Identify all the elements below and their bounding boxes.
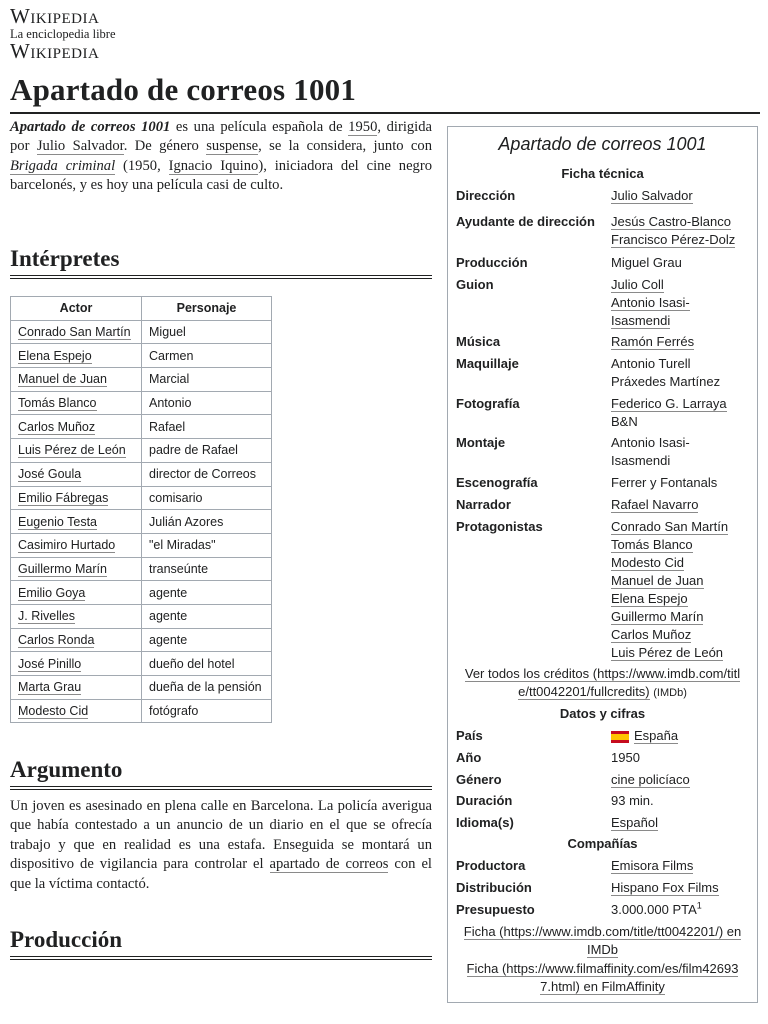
infobox <box>447 126 758 1003</box>
cast-row <box>11 533 272 557</box>
cast-row <box>11 581 272 605</box>
cast-character-cell: director de Correos <box>142 462 272 486</box>
protagonista-item <box>611 590 749 608</box>
value-guion-2a[interactable]: Antonio Isasi- <box>611 295 690 310</box>
protagonista-item <box>611 608 749 626</box>
infobox-section-ficha: Ficha técnica <box>561 166 644 181</box>
cast-actor-cell <box>11 676 142 700</box>
protagonista-link[interactable]: Luis Pérez de León <box>611 645 724 660</box>
heading-argumento: Argumento <box>10 757 123 782</box>
cast-row <box>11 320 272 344</box>
cast-actor-cell <box>11 391 142 415</box>
value-guion-1[interactable]: Julio Coll <box>611 277 664 292</box>
value-ayudante-2[interactable]: Francisco Pérez-Dolz <box>611 232 736 247</box>
cast-character-cell: "el Miradas" <box>142 533 272 557</box>
protagonista-link[interactable]: Tomás Blanco <box>611 537 693 552</box>
cast-row <box>11 368 272 392</box>
protagonista-item <box>611 518 749 536</box>
value-idioma[interactable]: Español <box>611 815 658 830</box>
cast-row <box>11 391 272 415</box>
cast-actor-link[interactable]: Marta Grau <box>18 680 82 695</box>
value-presupuesto: 3.000.000 PTA <box>611 902 697 917</box>
link-year[interactable]: 1950 <box>348 119 378 135</box>
link-ficha-fa-1[interactable]: Ficha (https://www.filmaffinity.com/es/film42693 <box>466 961 739 976</box>
heading-interpretes: Intérpretes <box>10 246 120 271</box>
label-genero: Género <box>456 772 502 787</box>
label-duracion: Duración <box>456 793 513 808</box>
label-anio: Año <box>456 750 482 765</box>
link-director[interactable]: Julio Salvador <box>36 138 124 155</box>
cast-character-cell: Rafael <box>142 415 272 439</box>
cast-actor-link[interactable]: Elena Espejo <box>18 348 92 363</box>
infobox-ficha-filmaffinity <box>454 960 751 996</box>
cast-row <box>11 510 272 534</box>
cast-row <box>11 604 272 628</box>
link-creditos-2[interactable]: e/tt0042201/fullcredits) <box>518 684 650 699</box>
label-fotografia: Fotografía <box>456 396 520 411</box>
cast-character-cell: agente <box>142 581 272 605</box>
cast-actor-cell <box>11 510 142 534</box>
protagonista-link[interactable]: Elena Espejo <box>611 591 688 606</box>
cast-character-cell: Miguel <box>142 320 272 344</box>
cast-actor-cell <box>11 557 142 581</box>
label-direccion: Dirección <box>456 188 516 203</box>
intro-text-5: (1950, <box>115 157 169 174</box>
cast-actor-link[interactable]: Carlos Muñoz <box>18 419 96 434</box>
protagonista-link[interactable]: Conrado San Martín <box>611 519 729 534</box>
cast-row <box>11 557 272 581</box>
cast-actor-cell <box>11 628 142 652</box>
cast-actor-link[interactable]: Emilio Fábregas <box>18 490 109 505</box>
cast-character-cell: fotógrafo <box>142 699 272 723</box>
plot-text-1: Un joven es asesinado en plena calle en Barcelona. La policía averigua que había contestado a un anuncio de un diario en el que se ofrecía trabajo y que en realidad es una estafa. Enseguida se montará un dispositivo de vigilancia para controlar el <box>10 798 432 873</box>
cast-actor-link[interactable]: Conrado San Martín <box>18 325 131 340</box>
cast-character-cell: Carmen <box>142 344 272 368</box>
cast-actor-cell <box>11 415 142 439</box>
cast-header-row <box>11 297 272 321</box>
cast-character-cell: padre de Rafael <box>142 439 272 463</box>
cast-character-cell: Marcial <box>142 368 272 392</box>
cast-actor-link[interactable]: Emilio Goya <box>18 585 86 600</box>
intro-film-title: Apartado de correos 1001 <box>10 119 171 135</box>
cast-actor-cell <box>11 533 142 557</box>
cast-character-cell: dueño del hotel <box>142 652 272 676</box>
cast-row <box>11 439 272 463</box>
protagonista-item <box>611 536 749 554</box>
cast-character-cell: Antonio <box>142 391 272 415</box>
protagonista-link[interactable]: Manuel de Juan <box>611 573 704 588</box>
protagonista-item <box>611 554 749 572</box>
intro-text-4: , se la considera, junto con <box>258 138 432 155</box>
infobox-section-datos: Datos y cifras <box>559 706 646 721</box>
heading-produccion-rule <box>10 956 432 960</box>
cast-character-cell: transeúnte <box>142 557 272 581</box>
cast-body <box>11 320 272 723</box>
cast-actor-link[interactable]: Manuel de Juan <box>18 372 107 387</box>
cast-table <box>10 296 272 723</box>
link-genre[interactable]: suspense <box>206 138 259 155</box>
cast-actor-cell <box>11 462 142 486</box>
other-film-title: Brigada criminal <box>10 157 116 174</box>
cast-row <box>11 344 272 368</box>
value-genero[interactable]: cine policíaco <box>611 772 690 787</box>
heading-produccion: Producción <box>10 927 123 952</box>
logo-wordmark-2: Wikipedia <box>10 38 100 63</box>
label-distribucion: Distribución <box>456 880 532 895</box>
label-escenografia: Escenografía <box>456 475 538 490</box>
cast-character-cell: agente <box>142 604 272 628</box>
cast-actor-link[interactable]: Eugenio Testa <box>18 514 97 529</box>
link-filmaffinity[interactable]: FilmAffinity <box>601 979 665 994</box>
cast-character-cell: comisario <box>142 486 272 510</box>
cast-row <box>11 415 272 439</box>
cast-actor-cell <box>11 652 142 676</box>
infobox-ficha-imdb <box>454 923 751 959</box>
cast-actor-link[interactable]: Luis Pérez de León <box>18 443 126 458</box>
cast-actor-link[interactable]: Modesto Cid <box>18 704 89 719</box>
value-anio: 1950 <box>611 750 640 765</box>
label-produccion: Producción <box>456 255 528 270</box>
protagonista-item <box>611 572 749 590</box>
label-presupuesto: Presupuesto <box>456 902 535 917</box>
label-musica: Música <box>456 334 501 349</box>
value-fotografia-2: B&N <box>611 414 638 429</box>
label-pais: País <box>456 728 483 743</box>
cast-actor-cell <box>11 604 142 628</box>
protagonista-item <box>611 626 749 644</box>
cast-actor-link[interactable]: Tomás Blanco <box>18 396 97 411</box>
cast-actor-link[interactable]: Casimiro Hurtado <box>18 538 116 553</box>
spain-flag-icon <box>611 731 629 743</box>
plot-text-2: con el que la víctima contactó. <box>10 856 432 892</box>
value-maquillaje-2: Práxedes Martínez <box>611 374 721 389</box>
link-creditos-1[interactable]: Ver todos los créditos (https://www.imdb.com/titl <box>464 666 741 681</box>
cast-row <box>11 699 272 723</box>
infobox-title: Apartado de correos 1001 <box>498 134 707 154</box>
infobox-section-companias: Compañías <box>567 836 638 851</box>
value-musica[interactable]: Ramón Ferrés <box>611 334 695 349</box>
value-fotografia-1[interactable]: Federico G. Larraya <box>611 396 727 411</box>
value-pais[interactable]: España <box>634 728 679 743</box>
cast-header-personaje: Personaje <box>142 297 272 321</box>
cast-actor-link[interactable]: Guillermo Marín <box>18 561 107 576</box>
label-protagonistas: Protagonistas <box>456 519 543 534</box>
link-ficha-fa-2[interactable]: 7.html) en <box>540 979 602 994</box>
cast-actor-cell <box>11 439 142 463</box>
cast-character-cell: agente <box>142 628 272 652</box>
value-narrador[interactable]: Rafael Navarro <box>611 497 699 512</box>
intro-text-1: es una película española de <box>170 119 349 135</box>
cast-row <box>11 652 272 676</box>
link-other-director[interactable]: Ignacio Iquino <box>168 157 259 174</box>
cast-actor-cell <box>11 581 142 605</box>
logo-tagline: La enciclopedia libre <box>10 27 116 41</box>
cast-row <box>11 462 272 486</box>
creditos-source: (IMDb) <box>653 687 687 699</box>
cast-row <box>11 486 272 510</box>
label-idioma: Idioma(s) <box>456 815 514 830</box>
link-ficha-imdb-2[interactable]: IMDb <box>586 942 619 957</box>
cast-actor-cell <box>11 486 142 510</box>
cast-row <box>11 628 272 652</box>
cast-character-cell: Julián Azores <box>142 510 272 534</box>
value-escenografia: Ferrer y Fontanals <box>611 475 718 490</box>
wikipedia-logo[interactable] <box>10 6 116 62</box>
intro-text-3: . De género <box>123 138 207 155</box>
link-other-film[interactable] <box>10 158 115 175</box>
title-divider <box>10 112 760 114</box>
value-montaje-2: Isasmendi <box>611 453 671 468</box>
cast-row <box>11 676 272 700</box>
cast-character-cell: dueña de la pensión <box>142 676 272 700</box>
protagonistas-list <box>611 518 749 662</box>
intro-text-6: ), iniciadora del cine negro barcelonés, y es hoy una película casi de culto. <box>10 157 432 194</box>
value-direccion[interactable]: Julio Salvador <box>611 188 693 203</box>
cast-header-actor: Actor <box>11 297 142 321</box>
footnote-1-link[interactable]: 1 <box>696 900 702 911</box>
protagonista-link[interactable]: Guillermo Marín <box>611 609 704 624</box>
plot-paragraph <box>10 797 432 894</box>
cast-actor-cell <box>11 368 142 392</box>
logo-wordmark: Wikipedia <box>10 4 100 28</box>
value-distribucion[interactable]: Hispano Fox Films <box>611 880 719 895</box>
value-productora[interactable]: Emisora Films <box>611 858 694 873</box>
protagonista-link[interactable]: Modesto Cid <box>611 555 684 570</box>
label-montaje: Montaje <box>456 435 506 450</box>
label-productora: Productora <box>456 858 526 873</box>
cast-actor-cell <box>11 320 142 344</box>
value-maquillaje-1: Antonio Turell <box>611 356 691 371</box>
cast-actor-link[interactable]: Carlos Ronda <box>18 632 95 647</box>
value-ayudante-1[interactable]: Jesús Castro-Blanco <box>611 214 731 229</box>
link-ficha-imdb-1[interactable]: Ficha (https://www.imdb.com/title/tt0042201/) en <box>463 924 742 939</box>
link-apartado-correos[interactable]: apartado de correos <box>269 856 389 873</box>
page-title: Apartado de correos 1001 <box>10 72 357 107</box>
cast-actor-cell <box>11 344 142 368</box>
label-maquillaje: Maquillaje <box>456 356 519 371</box>
protagonista-item <box>611 644 749 662</box>
intro-text-2: , dirigida por <box>10 119 432 155</box>
cast-actor-link[interactable]: J. Rivelles <box>18 609 75 624</box>
label-guion: Guion <box>456 277 494 292</box>
protagonista-link[interactable]: Carlos Muñoz <box>611 627 692 642</box>
intro-paragraph <box>10 118 432 196</box>
infobox-creditos <box>454 665 751 702</box>
value-guion-2b[interactable]: Isasmendi <box>611 313 671 328</box>
cast-actor-cell <box>11 699 142 723</box>
heading-argumento-rule <box>10 786 432 790</box>
cast-actor-link[interactable]: José Pinillo <box>18 656 82 671</box>
value-duracion: 93 min. <box>611 793 654 808</box>
value-montaje-1: Antonio Isasi- <box>611 435 690 450</box>
cast-actor-link[interactable]: José Goula <box>18 467 82 482</box>
value-produccion: Miguel Grau <box>611 255 682 270</box>
label-narrador: Narrador <box>456 497 511 512</box>
heading-interpretes-rule <box>10 275 432 279</box>
label-ayudante: Ayudante de dirección <box>456 214 595 229</box>
